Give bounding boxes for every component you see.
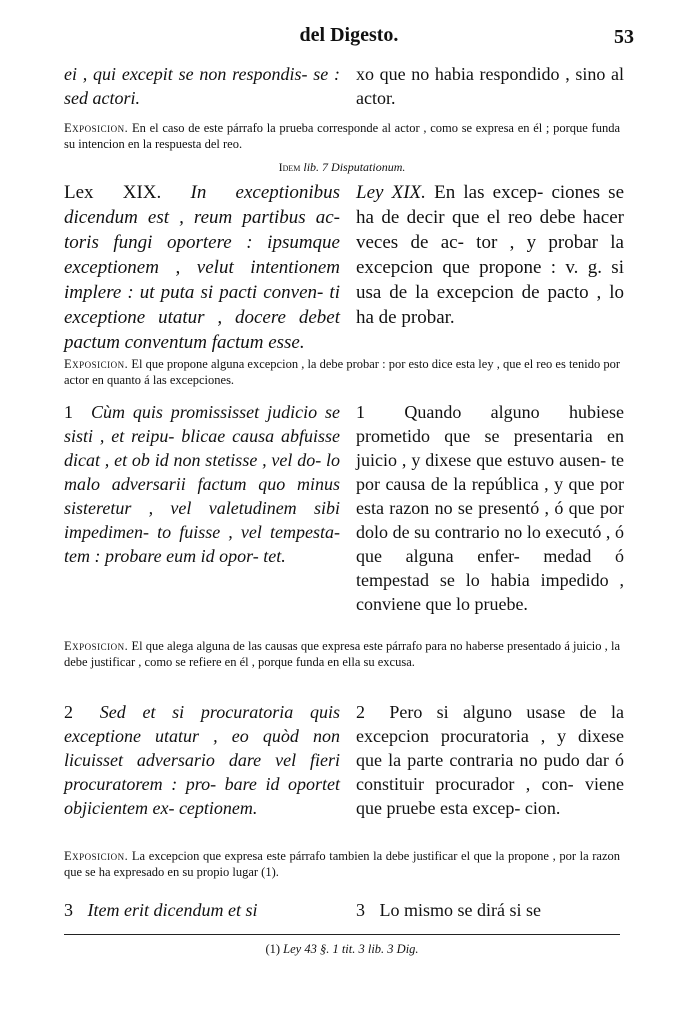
paragraph-3-block	[64, 898, 624, 924]
spanish-column	[356, 898, 624, 922]
source-citation	[64, 160, 620, 175]
exposicion-note	[64, 638, 620, 670]
spanish-column	[356, 700, 624, 820]
paragraph-2-block	[64, 700, 624, 830]
footnote	[64, 942, 620, 957]
paragraph-number: 3	[356, 900, 365, 920]
ley-heading: Ley XIX.	[356, 182, 426, 203]
latin-text: In exceptionibus dicendum est , reum partibus ac- toris fungi oportere : ipsumque exceptionem , velut intentionem implere : ut puta si pacti conven- ti exceptione utatur , docere debet pactum conventum factum esse.	[64, 182, 341, 353]
spanish-text: En las excep- ciones se ha de decir que el reo debe hacer veces de ac- tor , y probar la excepcion que propone : v. g. si usa de la excepcion de pacto , lo ha de probar.	[356, 182, 624, 328]
page-number: 53	[614, 26, 634, 48]
opening-verse-block	[64, 62, 624, 110]
footnote-text: Ley 43 §. 1 tit. 3 lib. 3 Dig.	[283, 942, 419, 956]
latin-column	[64, 180, 340, 355]
exposicion-text: El que alega alguna de las causas que expresa este párrafo para no haberse presentado á juicio , la debe justificar , como se refiere en él , porque funda en ella su excusa.	[64, 639, 621, 669]
exposicion-note	[64, 356, 620, 388]
footnote-mark: (1)	[265, 942, 281, 956]
paragraph-number: 1	[64, 402, 73, 422]
lex-xix-block	[64, 180, 624, 353]
running-title: del Digesto.	[299, 24, 399, 46]
exposicion-text: En el caso de este párrafo la prueba corresponde al actor , como se expresa en él ; porque funda su intencion en la respuesta del reo.	[64, 121, 621, 151]
paragraph-number: 3	[64, 900, 73, 920]
idem-lib: lib. 7	[303, 160, 329, 174]
paragraph-number: 2	[64, 702, 73, 722]
latin-column	[64, 898, 340, 922]
paragraph-number: 2	[356, 702, 365, 722]
latin-column	[64, 700, 340, 820]
paragraph-number: 1	[356, 402, 365, 422]
exposicion-text: La excepcion que expresa este párrafo tambien la debe justificar el que la propone , por la razon que se ha expresado en su propio lugar (1).	[64, 849, 621, 879]
latin-column: ei , qui excepit se non respondis- se : sed actori.	[64, 64, 340, 108]
exposicion-note	[64, 848, 620, 880]
latin-column	[64, 400, 340, 568]
paragraph-1-block	[64, 400, 624, 624]
spanish-text: Pero si alguno usase de la excepcion procuratoria , y dixese que la parte contraria no pudo dar ó constituir procurador , con- viene que pruebe esta excep- cion.	[356, 702, 624, 818]
exposicion-label: Exposicion.	[64, 639, 129, 653]
latin-text: Sed et si procuratoria quis exceptione utatur , eo quòd non licuisset adversario dare vel fieri procuratorem : pro- bare id oportet objicientem ex- ceptionem.	[64, 702, 340, 818]
spanish-text: Lo mismo se dirá si se	[379, 900, 541, 920]
lex-heading: Lex XIX.	[64, 182, 162, 203]
exposicion-label: Exposicion.	[64, 849, 129, 863]
exposicion-text: El que propone alguna excepcion , la debe probar : por esto dice esta ley , que el reo es tenido por actor en quanto á las excepciones.	[64, 357, 620, 387]
spanish-column: xo que no habia respondido , sino al actor.	[356, 64, 624, 108]
exposicion-label: Exposicion.	[64, 357, 129, 371]
idem-source: Disputationum.	[331, 160, 406, 174]
spanish-column	[356, 400, 624, 616]
latin-text: Cùm quis promississet judicio se sisti , et reipu- blicae causa abfuisse dicat , et ob id non stetisse , vel do- lo malo adversarii factum quo minus sisteretur , vel valetudinem sibi impedimen- to fuisse , vel tempesta- tem : probare eum id opor- tet.	[64, 402, 340, 566]
exposicion-label: Exposicion.	[64, 121, 129, 135]
footnote-divider	[64, 934, 620, 935]
exposicion-note	[64, 120, 620, 152]
page-header	[64, 24, 634, 52]
spanish-text: Quando alguno hubiese prometido que se presentaria en juicio , y dixese que estuvo ausen- te por causa de la república , y que por esta razon no se presentó , ó que por dolo de su contrario no lo executó , ó que alguna enfer- medad ó tempestad se lo habia impedido , conviene que lo pruebe.	[356, 402, 624, 614]
latin-text: Item erit dicendum et si	[87, 900, 258, 920]
idem-label: Idem	[278, 160, 301, 174]
spanish-column	[356, 180, 624, 330]
